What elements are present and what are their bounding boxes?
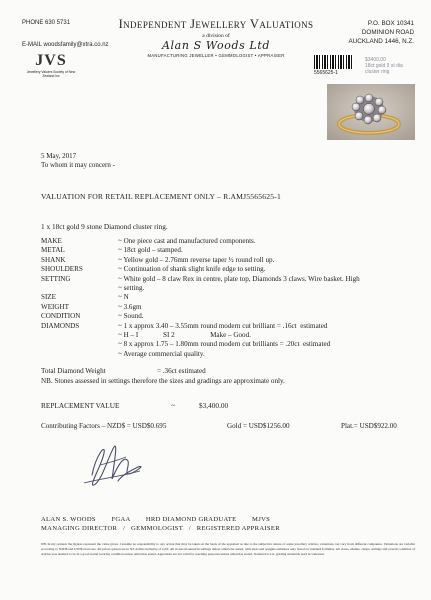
spec-table xyxy=(41,237,360,359)
spec-row xyxy=(41,246,360,255)
division-text: a division of xyxy=(202,33,230,39)
company-name: Independent Jewellery Valuations xyxy=(118,17,314,31)
spec-key: DIAMONDS xyxy=(41,321,80,330)
spec-value: ~ Yellow gold – 2.76mm reverse taper ½ round roll up. xyxy=(118,255,275,264)
gold-price: Gold = USD$1256.00 xyxy=(227,422,290,430)
city: AUCKLAND 1446, N.Z. xyxy=(348,38,414,45)
po-box: P.O. BOX 10341 xyxy=(367,20,414,27)
spec-value: ~ Average commercial quality. xyxy=(118,349,205,358)
signatory-name: ALAN S. WOODS FGAA HRD DIAMOND GRADUATE MJVS xyxy=(41,516,271,523)
spec-row xyxy=(41,265,360,274)
spec-key: METAL xyxy=(41,246,65,255)
total-weight-value: = .36ct estimated xyxy=(157,367,206,375)
spec-key: MAKE xyxy=(41,237,62,245)
header-contact xyxy=(22,19,109,48)
spec-row xyxy=(41,303,360,312)
spec-row xyxy=(41,237,360,246)
jvs-logo xyxy=(22,52,80,86)
signatory-titles: MANAGING DIRECTOR / GEMMOLOGIST / REGISTERED APPRAISER xyxy=(41,525,280,532)
spec-value: ~ One piece cast and manufactured components. xyxy=(118,237,256,245)
signature-image xyxy=(78,435,158,495)
salutation: To whom it may concern - xyxy=(41,161,115,169)
jvs-logo-subtitle: Jewellery Valuers Society of New Zealand Inc xyxy=(26,70,76,78)
spec-key xyxy=(41,350,118,359)
spec-key: SHOULDERS xyxy=(41,265,83,274)
spec-value: ~ setting. xyxy=(118,284,145,293)
spec-value: ~ 1 x approx 3.40 – 3.55mm round modern cut brilliant = .16ct estimated xyxy=(118,321,328,330)
spec-key: SIZE xyxy=(41,293,56,302)
spec-key: WEIGHT xyxy=(41,302,69,311)
spec-row xyxy=(41,322,360,331)
phone-text: PHONE 630 5731 xyxy=(22,20,71,26)
spec-row xyxy=(41,331,360,340)
replacement-label: REPLACEMENT VALUE xyxy=(41,401,120,410)
contributing-factors xyxy=(41,422,401,430)
spec-key: CONDITION xyxy=(41,312,81,321)
barcode-tag xyxy=(313,55,363,81)
spec-value: ~ 8 x approx 1.75 – 1.80mm round modern cut brilliants = .20ct estimated xyxy=(118,340,331,349)
replacement-value-row xyxy=(41,401,401,410)
signatory-block xyxy=(41,515,280,533)
letter-date: 5 May, 2017 xyxy=(41,152,77,160)
exchange-rate: Contributing Factors – NZD$ = USD$0.695 xyxy=(41,422,167,430)
handwritten-tag: $3400.00 18ct gold 9 st dia cluster ring xyxy=(365,57,403,75)
spec-value: ~ N xyxy=(118,293,129,302)
spec-value: ~ Sound. xyxy=(118,312,144,321)
spec-row xyxy=(41,340,360,349)
spec-row xyxy=(41,275,360,284)
platinum-price: Plat.= USD$922.00 xyxy=(341,422,397,430)
trades-line: MANUFACTURING JEWELLER • GEMMOLOGIST • APPRAISER xyxy=(147,53,285,58)
valuation-title: VALUATION FOR RETAIL REPLACEMENT ONLY – R.AMJ5565625-1 xyxy=(41,192,281,201)
spec-key xyxy=(41,284,118,293)
ring-image xyxy=(327,84,415,140)
disclaimer: NB. In my opinion the figures represent the value given. I assume no responsibility to any action that may be taken on the basis of the appraisal as due to the subjective nature of some jewellery articles, valuations can vary from different companies. Valuations are variable according to NZD$ and USD$ exsn rate. All prices quoted are in NZ dollars inclusive of GST. All stones mounted in settings unless otherwise stated, with sizes and weights estimates only based on standard formulas. All claws, shanks, clasps, settings and overall condition of articles was deemed to be in a good sound wearing condition unless otherwise stated. Appraisals are not valid for reselling purposes unless otherwise stated. Standard G.I.A. grading standards used in valuation. xyxy=(41,542,415,556)
road: DOMINION ROAD xyxy=(361,29,414,36)
spec-value: ~ H – I SI 2 Make – Good. xyxy=(118,331,251,340)
company-header xyxy=(100,17,332,58)
ring-photo xyxy=(327,84,415,140)
replacement-dash: ~ xyxy=(171,401,175,410)
total-weight-label: Total Diamond Weight xyxy=(41,367,106,375)
spec-value: ~ Continuation of shank slight knife edge to setting. xyxy=(118,265,266,274)
barcode-icon xyxy=(314,55,354,69)
replacement-value: $3,400.00 xyxy=(199,401,229,410)
spec-row xyxy=(41,293,360,302)
spec-row xyxy=(41,312,360,321)
total-weight-row xyxy=(41,367,401,375)
spec-key: SETTING xyxy=(41,274,71,283)
spec-row xyxy=(41,284,360,293)
email-text: E-MAIL woodsfamily@xtra.co.nz xyxy=(22,42,109,48)
spec-key xyxy=(41,340,118,349)
spec-key: SHANK xyxy=(41,255,66,264)
jvs-logo-letters: JVS xyxy=(35,52,67,69)
barcode-number: 5565625-1 xyxy=(314,70,338,76)
spec-value: ~ White gold – 8 claw Rex in centre, plate top, Diamonds 3 claws. Wire basket. High xyxy=(118,274,360,283)
spec-row xyxy=(41,256,360,265)
script-company-name: Alan S Woods Ltd xyxy=(162,39,270,52)
spec-key xyxy=(41,331,118,340)
assessment-note: NB. Stones assessed in settings therefore the sizes and gradings are approximate only. xyxy=(41,377,285,385)
postal-address xyxy=(349,19,414,46)
item-description: 1 x 18ct gold 9 stone Diamond cluster ring. xyxy=(41,222,168,231)
date-block xyxy=(41,152,115,170)
spec-value: ~ 18ct gold – stamped. xyxy=(118,246,183,255)
spec-row xyxy=(41,350,360,359)
spec-value: ~ 3.6gm xyxy=(118,302,142,311)
